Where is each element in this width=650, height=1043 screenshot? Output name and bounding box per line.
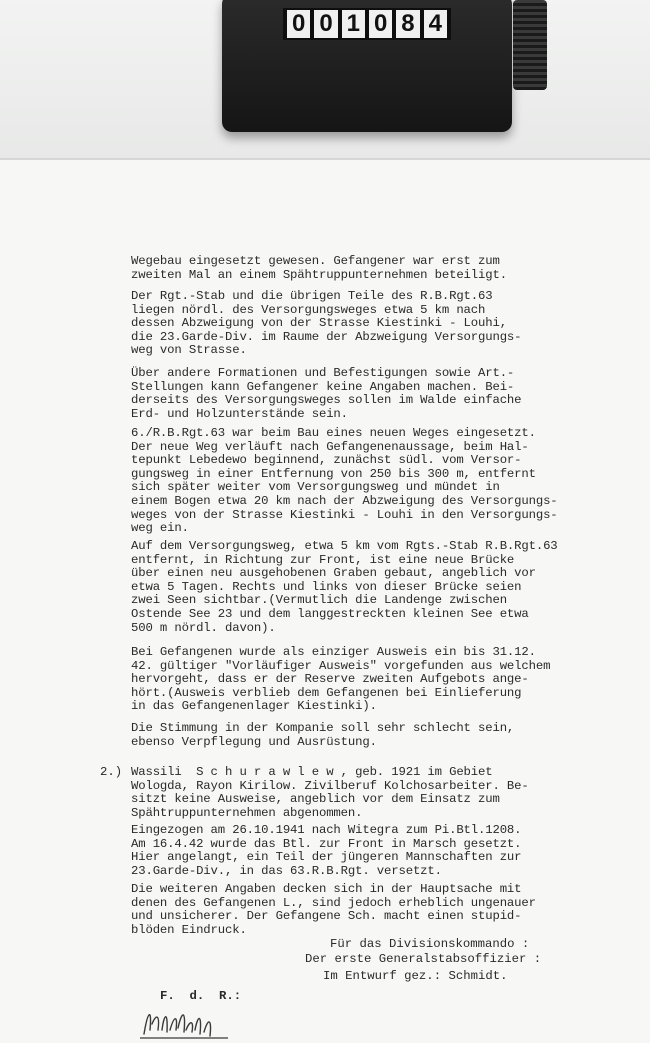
paragraph: 6./R.B.Rgt.63 war beim Bau eines neuen Weges eingesetzt. Der neue Weg verläuft nach Gefangenenaussage, beim Hal- tepunkt Lebedewo beginnend, zunächst südl. vom Versor- gungsweg in einer Entfernung von 250 bis 300 m, entfernt sich später weiter vom Versorgungsweg und mündet in einem Bogen etwa 20 km nach der Abzweigung des Versorgungs- weges von der Strasse Kiestinki - Louhi in den Versorgungs- weg ein. [131,426,558,536]
signature-line: Für das Divisionskommando : [330,937,530,951]
handwritten-signature [140,1000,230,1040]
paragraph: Auf dem Versorgungsweg, etwa 5 km vom Rgts.-Stab R.B.Rgt.63 entfernt, in Richtung zur Front, ist eine neue Brücke über einen neu ausgehobenen Graben gebaut, angeblich vor etwa 5 Tagen. Rechts und links von dieser Brücke seien zwei Seen sichtbar.(Vermutlich die Landenge zwischen Ostende See 23 und dem langgestreckten kleinen See etwa 500 m nördl. davon). [131,539,558,635]
paragraph: Wegebau eingesetzt gewesen. Gefangener war erst zum zweiten Mal an einem Spähtruppunternehmen beteiligt. [131,254,507,282]
paragraph: Die weiteren Angaben decken sich in der Hauptsache mit denen des Gefangenen L., sind jedoch erheblich ungenauer und unsicherer. Der Gefangene Sch. macht einen stupid- blöden Eindruck. [131,882,536,937]
frame-counter-display [283,8,451,40]
item-number: 2.) [100,765,123,779]
counter-digit: 0 [369,10,392,38]
paragraph: Der Rgt.-Stab und die übrigen Teile des R.B.Rgt.63 liegen nördl. des Versorgungsweges etwa 5 km nach dessen Abzweigung von der Strasse Kiestinki - Louhi, die 23.Garde-Div. im Raume der Abzweigung Versorgungs- weg von Strasse. [131,289,522,358]
counter-digit: 1 [342,10,365,38]
paragraph: Über andere Formationen und Befestigungen sowie Art.- Stellungen kann Gefangener keine Angaben machen. Bei- derseits des Versorgungsweges sollen im Walde einfache Erd- und Holzunterstände sein. [131,366,522,421]
counter-knob [513,0,547,90]
signature-line: Im Entwurf gez.: Schmidt. [323,969,508,983]
counter-digit: 8 [396,10,419,38]
paragraph: Bei Gefangenen wurde als einziger Ausweis ein bis 31.12. 42. gültiger "Vorläufiger Ausweis" vorgefunden aus welchem hervorgeht, dass er der Reserve zweiten Aufgebots ange- hört.(Ausweis verblieb dem Gefangenen bei Einlieferung in das Gefangenenlager Kiestinki). [131,645,551,714]
fdr-label: F. d. R.: [160,989,242,1003]
counter-digit: 0 [314,10,337,38]
counter-digit: 4 [424,10,447,38]
counter-digit: 0 [287,10,310,38]
paragraph: Die Stimmung in der Kompanie soll sehr schlecht sein, ebenso Verpflegung und Ausrüstung. [131,721,515,749]
paragraph: Eingezogen am 26.10.1941 nach Witegra zum Pi.Btl.1208. Am 16.4.42 wurde das Btl. zur Front in Marsch gesetzt. Hier angelangt, ein Teil der jüngeren Mannschaften zur 23.Garde-Div., in das 63.R.B.Rgt. versetzt. [131,823,522,878]
signature-line: Der erste Generalstabsoffizier : [305,952,542,966]
paragraph: Wassili S c h u r a w l e w , geb. 1921 im Gebiet Wologda, Rayon Kirilow. Zivilberuf Kolchosarbeiter. Be- sitzt keine Ausweise, angeblich vor dem Einsatz zum Spähtruppunternehmen abgenommen. [131,765,529,820]
